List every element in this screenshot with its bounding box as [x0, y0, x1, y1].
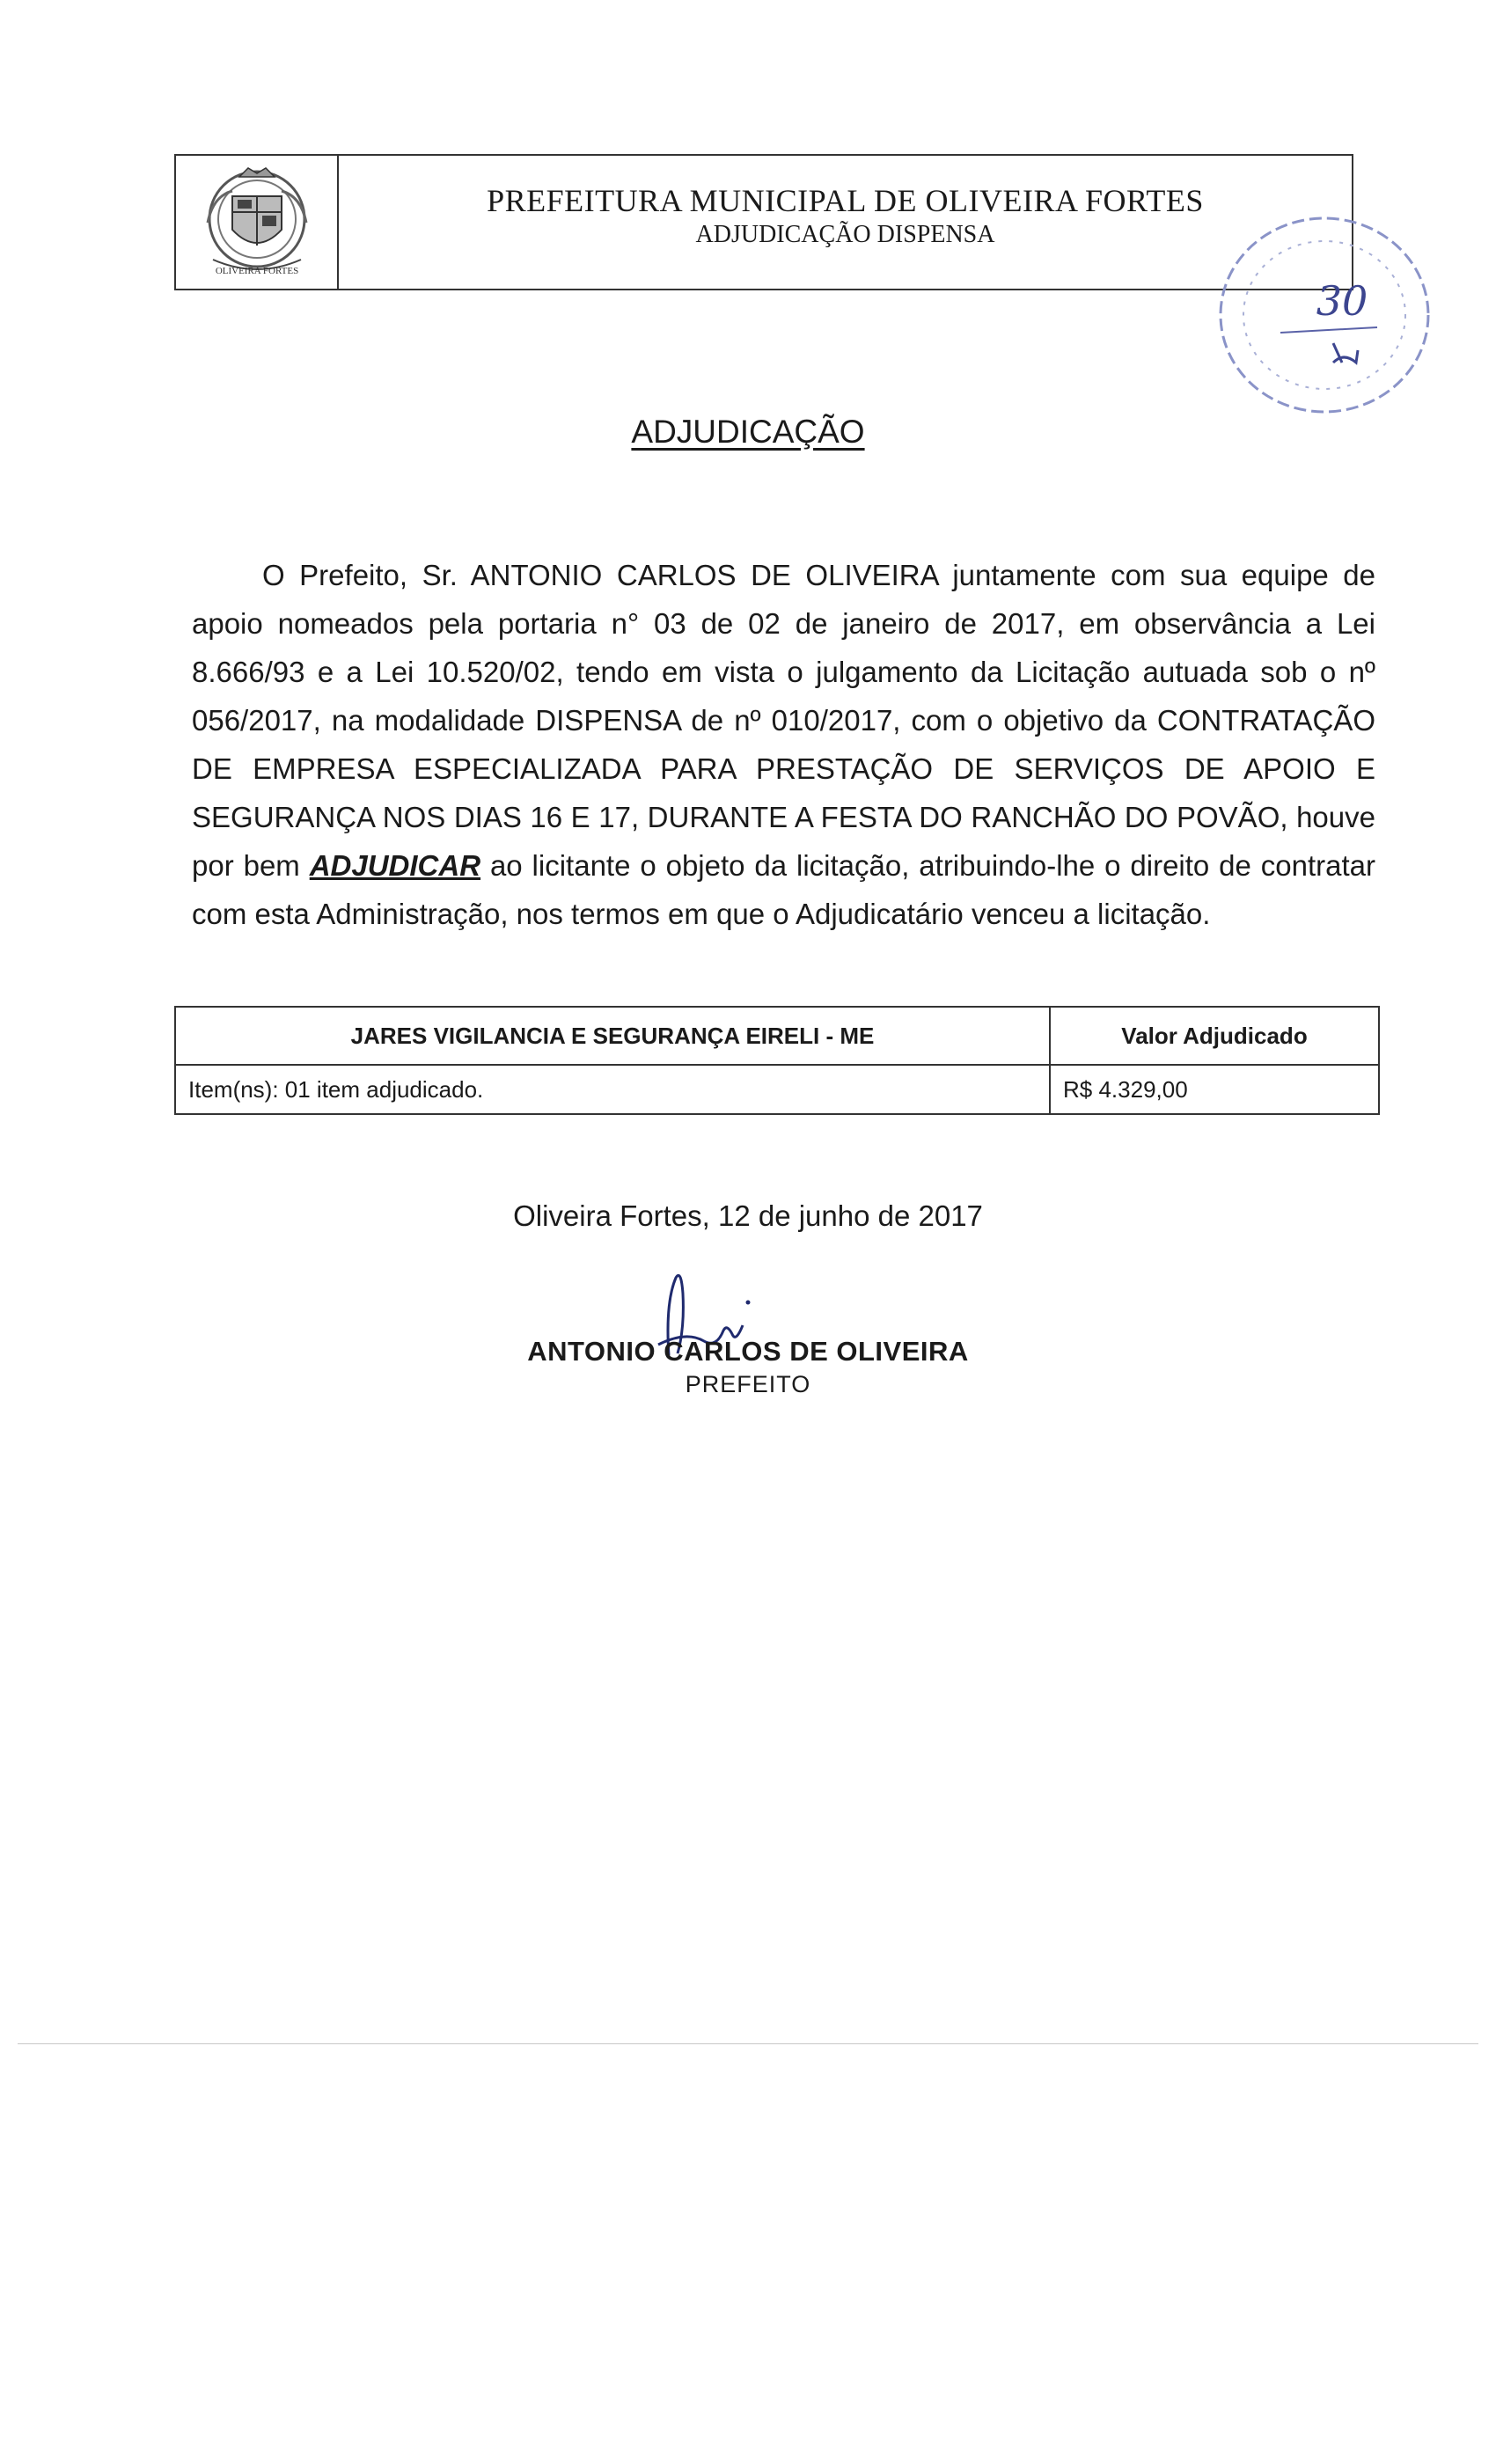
coat-of-arms-icon: [187, 161, 327, 284]
table-row: [175, 1065, 1379, 1114]
signer-name: ANTONIO CARLOS DE OLIVEIRA: [527, 1336, 969, 1367]
municipal-coat-of-arms-logo: [176, 156, 339, 289]
company-name-cell: JARES VIGILANCIA E SEGURANÇA EIRELI - ME: [175, 1007, 1050, 1065]
scan-fold-line: [18, 2043, 1478, 2044]
table-header-row: [175, 1007, 1379, 1065]
stamp-handwritten-number: 30: [1316, 277, 1368, 325]
value-cell: R$ 4.329,00: [1050, 1065, 1379, 1114]
items-cell: Item(ns): 01 item adjudicado.: [175, 1065, 1050, 1114]
header-text-block: [339, 156, 1352, 289]
adjudication-paragraph: [192, 551, 1375, 938]
municipal-stamp-seal: [1201, 211, 1439, 431]
header-subtitle: ADJUDICAÇÃO DISPENSA: [695, 221, 995, 248]
place-and-date: Oliveira Fortes, 12 de junho de 2017: [513, 1199, 983, 1232]
page-heading: ADJUDICAÇÃO: [631, 414, 865, 450]
svg-text:OLIVEIRA FORTES: OLIVEIRA FORTES: [215, 265, 298, 276]
paragraph-keyword: ADJUDICAR: [309, 849, 481, 882]
header-title: PREFEITURA MUNICIPAL DE OLIVEIRA FORTES: [487, 183, 1204, 218]
value-header-cell: Valor Adjudicado: [1050, 1007, 1379, 1065]
paragraph-text-before: O Prefeito, Sr. ANTONIO CARLOS DE OLIVEIRA juntamente com sua equipe de apoio nomeados pela portaria n° 03 de 02 de janeiro de 2017, em observância a Lei 8.666/93 e a Lei 10.520/02, tendo em vista o julgamento da Licitação autuada sob o nº 056/2017, na modalidade DISPENSA de nº 010/2017, com o objetivo da CONTRATAÇÃO DE EMPRESA ESPECIALIZADA PARA PRESTAÇÃO DE SERVIÇOS DE APOIO E SEGURANÇA NOS DIAS 16 E 17, DURANTE A FESTA DO RANCHÃO DO POVÃO, houve por bem: [192, 559, 1375, 882]
signer-role: PREFEITO: [685, 1371, 811, 1397]
paragraph-text-after: ao licitante o objeto da licitação, atribuindo-lhe o direito de contratar com esta Administração, nos termos em que o Adjudicatário venceu a licitação.: [192, 849, 1376, 930]
award-table: [174, 1006, 1380, 1115]
document-header: [174, 154, 1353, 290]
